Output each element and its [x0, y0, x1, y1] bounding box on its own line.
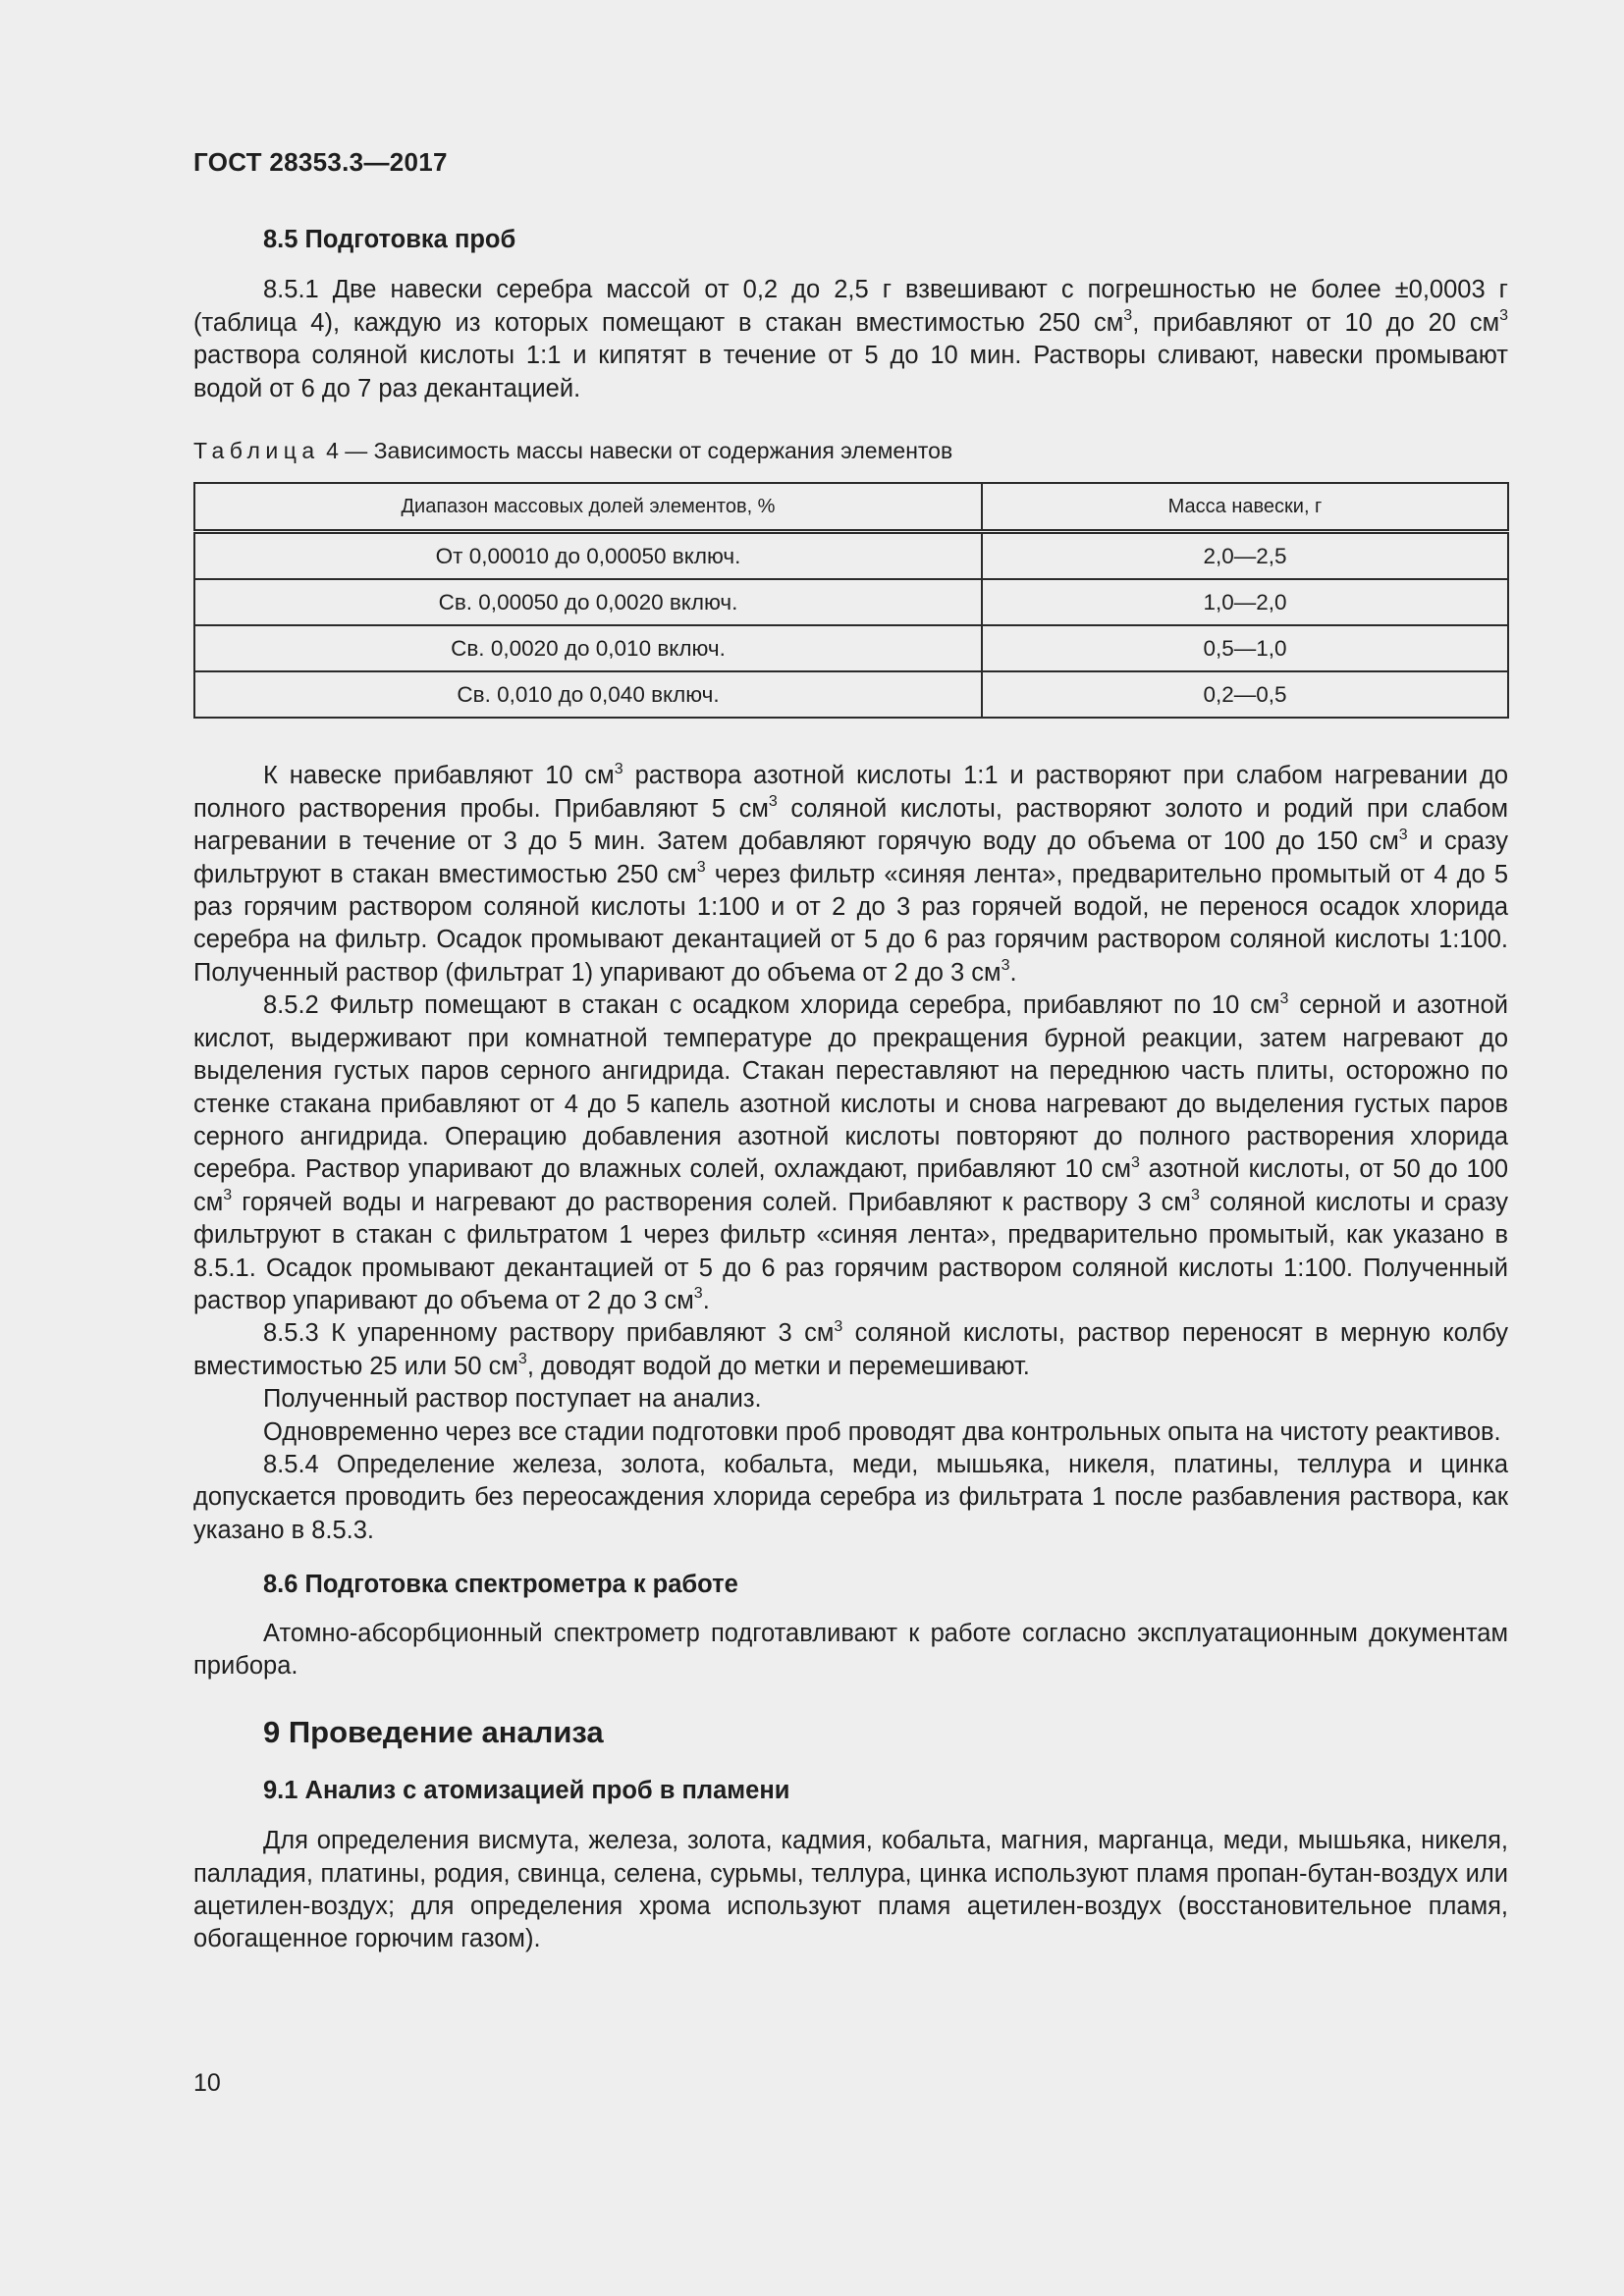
table-cell-mass: 0,2—0,5	[982, 671, 1508, 718]
table-cell-mass: 0,5—1,0	[982, 625, 1508, 671]
table-4	[193, 482, 1509, 719]
table-cell-mass: 2,0—2,5	[982, 532, 1508, 580]
paragraph-8-6: Атомно-абсорбционный спектрометр подготавливают к работе согласно эксплуатационным документам прибора.	[193, 1619, 1508, 1680]
table-cell-mass: 1,0—2,0	[982, 579, 1508, 625]
paragraph-9-1: Для определения висмута, железа, золота, кадмия, кобальта, магния, марганца, меди, мышьяка, никеля, палладия, платины, родия, свинца, селена, сурьмы, теллура, цинка используют пламя пропан-бутан-воздух или ацетилен-воздух; для определения хрома используют пламя ацетилен-воздух (восстановительное пламя, обогащенное горючим газом).	[193, 1827, 1508, 1953]
table-row	[194, 532, 1508, 580]
table-header-row	[194, 483, 1508, 532]
table-header-mass: Масса навески, г	[982, 483, 1508, 532]
section-9-heading: 9 Проведение анализа	[263, 1715, 604, 1750]
standard-header: ГОСТ 28353.3—2017	[193, 147, 448, 177]
table-cell-range: Св. 0,0020 до 0,010 включ.	[194, 625, 982, 671]
section-9-1-heading: 9.1 Анализ с атомизацией проб в пламени	[263, 1776, 790, 1804]
table-row	[194, 579, 1508, 625]
paragraph-8-5-3: 8.5.3 К упаренному раствору прибавляют 3 $см^3$ соляной кислоты, раствор переносят в мерную колбу вместимостью 25 или 50 $см^3$, доводят водой до метки и перемешивают.	[193, 1317, 1508, 1380]
section-8-6-heading: 8.6 Подготовка спектрометра к работе	[263, 1571, 738, 1599]
paragraph-8-5-1: 8.5.1 Две навески серебра массой от 0,2 до 2,5 г взвешивают с погрешностью не более ±0,0003 г (таблица 4), каждую из которых помещают в стакан вместимостью 250 $см^3$, прибавляют от 10 до 20 $см^3$ раствора соляной кислоты 1:1 и кипятят в течение от 5 до 10 мин. Растворы сливают, навески промывают водой от 6 до 7 раз декантацией.	[193, 276, 1509, 402]
table-cell-range: Св. 0,00050 до 0,0020 включ.	[194, 579, 982, 625]
table-4-caption: Таблица 4 — Зависимость массы навески от содержания элементов	[193, 438, 953, 464]
table-row	[194, 625, 1508, 671]
paragraph-result: Полученный раствор поступает на анализ.	[263, 1385, 762, 1414]
table-cell-range: От 0,00010 до 0,00050 включ.	[194, 532, 982, 580]
page-content	[193, 224, 1508, 1956]
section-8-5-heading: 8.5 Подготовка проб	[263, 226, 516, 253]
paragraph-control-experiments: Одновременно через все стадии подготовки проб проводят два контрольных опыта на чистоту реактивов.	[263, 1417, 1501, 1446]
page-number: 10	[193, 2069, 221, 2097]
table-header-range: Диапазон массовых долей элементов, %	[194, 483, 982, 532]
table-cell-range: Св. 0,010 до 0,040 включ.	[194, 671, 982, 718]
paragraph-8-5-2: 8.5.2 Фильтр помещают в стакан с осадком хлорида серебра, прибавляют по 10 $см^3$ серной и азотной кислот, выдерживают при комнатной температуре до прекращения бурной реакции, затем нагревают до выделения густых паров серного ангидрида. Стакан переставляют на переднюю часть плиты, осторожно по стенке стакана прибавляют от 4 до 5 капель азотной кислоты и снова нагревают до выделения густых паров серного ангидрида. Операцию добавления азотной кислоты повторяют до полного растворения хлорида серебра. Раствор упаривают до влажных солей, охлаждают, прибавляют 10 $см^3$ азотной кислоты, от 50 до 100 $см^3$ горячей воды и нагревают до растворения солей. Прибавляют к раствору 3 $см^3$ соляной кислоты и сразу фильтруют в стакан с фильтратом 1 через фильтр «синяя лента», предварительно промытый, как указано в 8.5.1. Осадок промывают декантацией от 5 до 6 раз горячим раствором соляной кислоты 1:100. Полученный раствор упаривают до объема от 2 до 3 $см^3$.	[193, 989, 1509, 1314]
table-row	[194, 671, 1508, 718]
paragraph-dissolution: К навеске прибавляют 10 $см^3$ раствора азотной кислоты 1:1 и растворяют при слабом нагревании до полного растворения пробы. Прибавляют 5 $см^3$ соляной кислоты, растворяют золото и родий при слабом нагревании в течение от 3 до 5 мин. Затем добавляют горячую воду до объема от 100 до 150 $см^3$ и сразу фильтруют в стакан вместимостью 250 $см^3$ через фильтр «синяя лента», предварительно промытый от 4 до 5 раз горячим раствором соляной кислоты 1:100 и от 2 до 3 раз горячей водой, не перенося осадок хлорида серебра на фильтр. Осадок промывают декантацией от 5 до 6 раз горячим раствором соляной кислоты 1:100. Полученный раствор (фильтрат 1) упаривают до объема от 2 до 3 $см^3$.	[193, 760, 1509, 987]
paragraph-8-5-4: 8.5.4 Определение железа, золота, кобальта, меди, мышьяка, никеля, платины, теллура и цинка допускается проводить без переосаждения хлорида серебра из фильтрата 1 после разбавления раствора, как указано в 8.5.3.	[193, 1450, 1508, 1544]
